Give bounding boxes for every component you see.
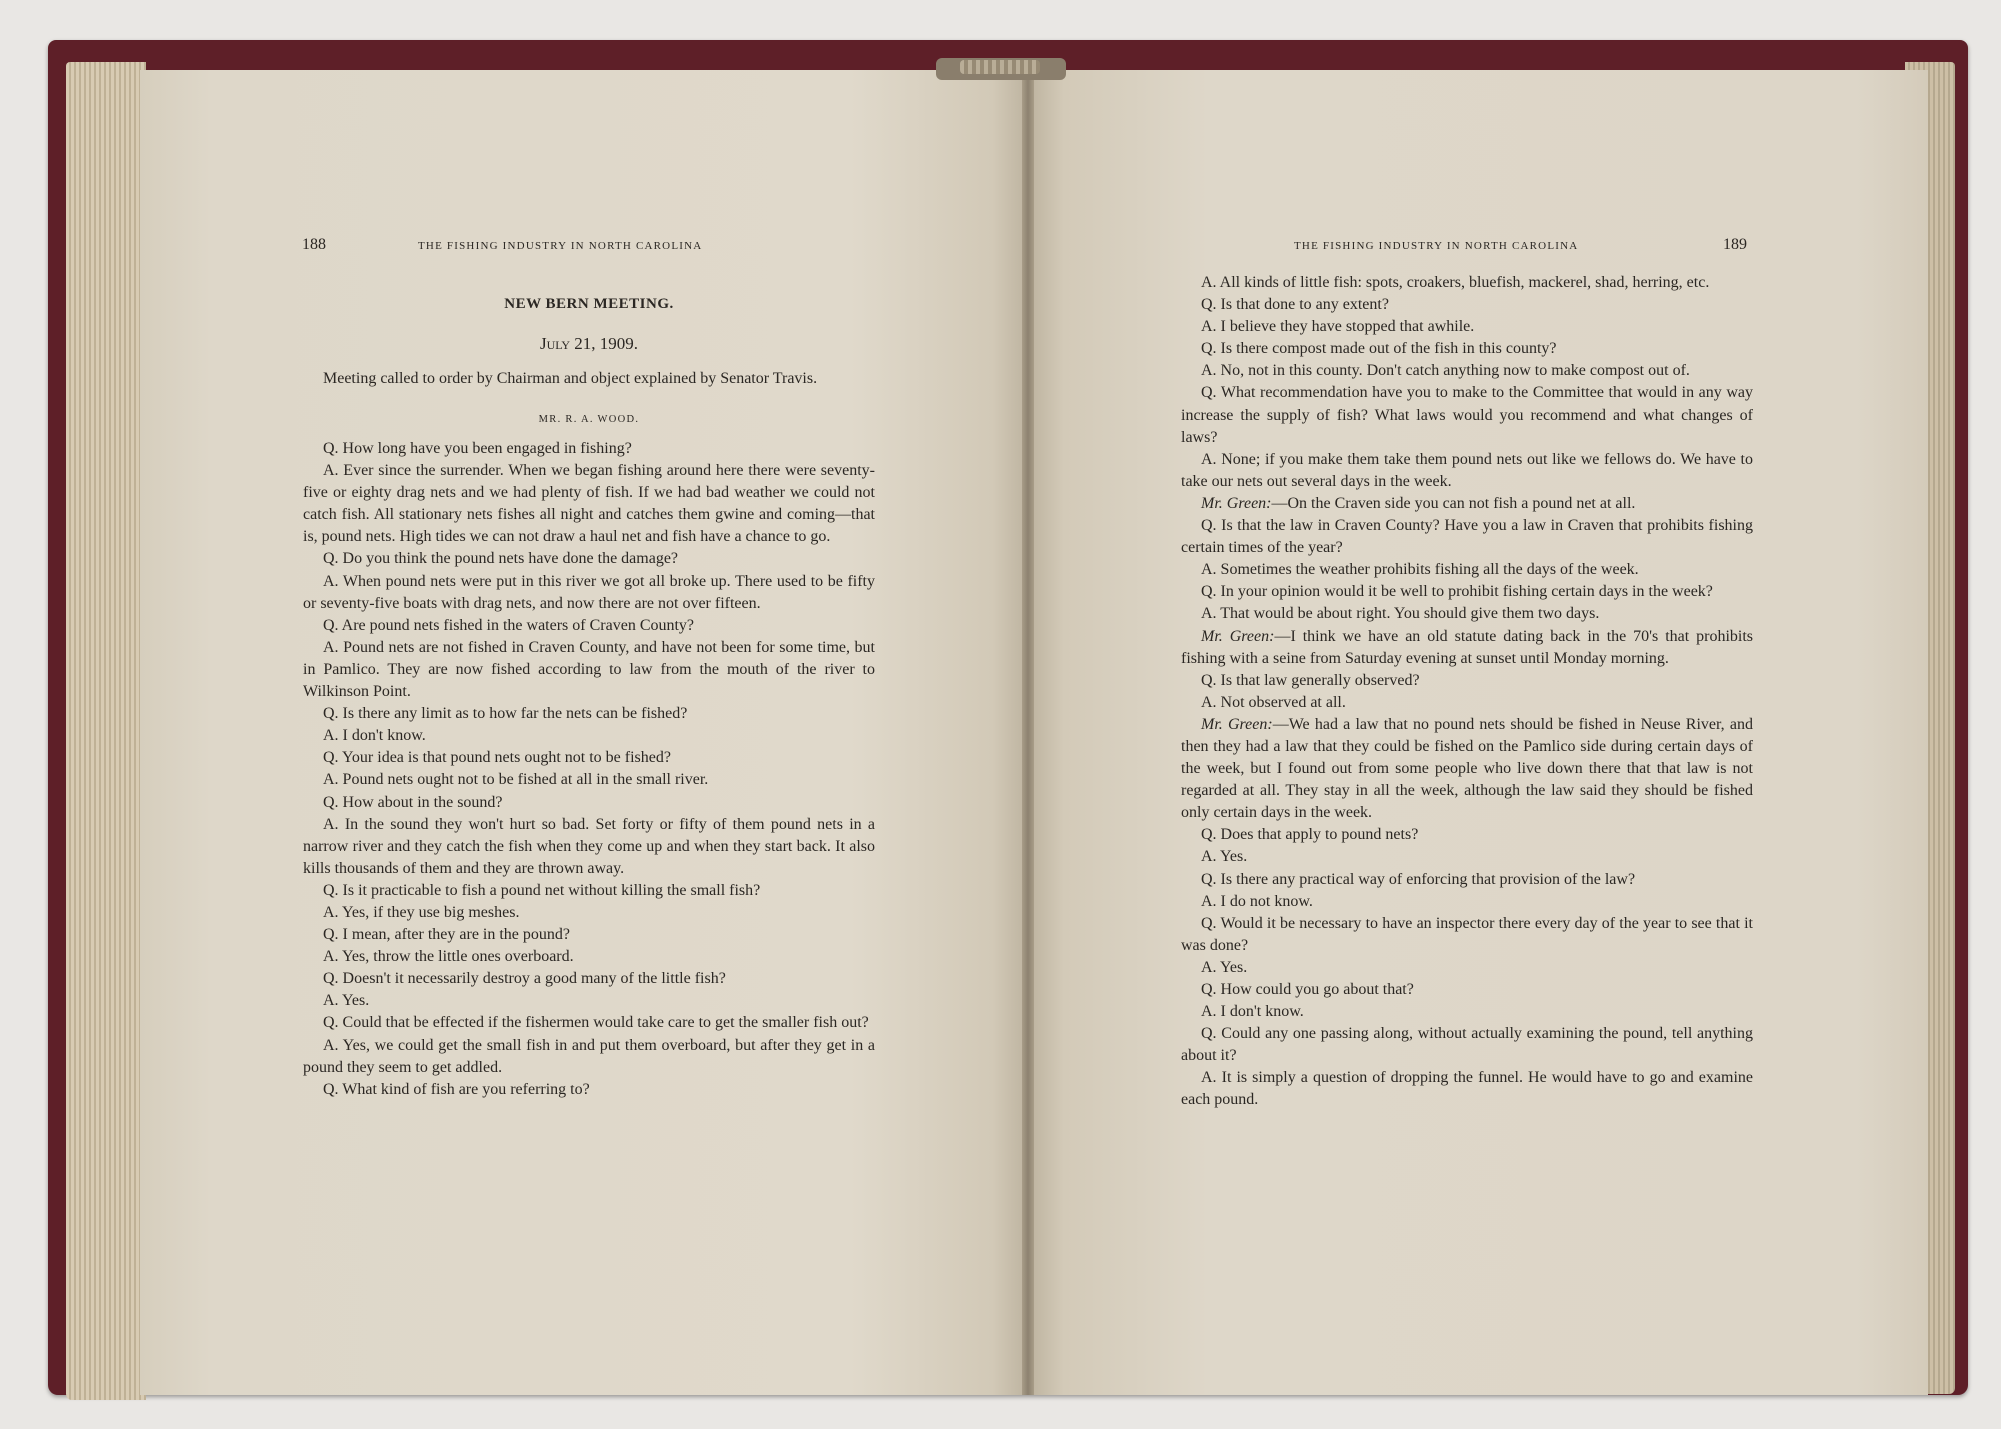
right-paragraph	[1181, 294, 1753, 316]
paragraph-text: Q. Would it be necessary to have an inspector there every day of the year to see that it was done?	[1181, 914, 1753, 954]
right-paragraph	[1181, 338, 1753, 360]
speaker-name: MR. R. A. WOOD.	[538, 414, 640, 425]
left-paragraph: Q. Could that be effected if the fishermen would take care to get the smaller fish out?	[323, 1014, 869, 1032]
left-paragraph: Q. Are pound nets fished in the waters of Craven County?	[323, 616, 695, 634]
right-paragraph	[1181, 979, 1753, 1001]
right-paragraph	[1181, 316, 1753, 338]
right-paragraph	[1181, 891, 1753, 913]
left-text-column	[303, 438, 875, 1101]
left-paragraph: Q. What kind of fish are you referring to?	[323, 1080, 590, 1098]
paragraph-text: —We had a law that no pound nets should be fished in Neuse River, and then they had a law that they could be fished on the Pamlico side during certain days of the week, but I found out from some people who live down there that that law is not regarded at all. They stay in all the week, although the law said they should be fished only certain days in the week.	[1181, 715, 1753, 822]
left-paragraph: A. Yes, if they use big meshes.	[323, 903, 520, 921]
right-paragraph	[1181, 824, 1753, 846]
speaker-label: Mr. Green:	[1201, 627, 1275, 645]
paragraph-text: Q. Is that the law in Craven County? Have you a law in Craven that prohibits fishing certain times of the year?	[1181, 517, 1753, 557]
page-edges-left	[66, 62, 146, 1400]
paragraph-text: A. It is simply a question of dropping the funnel. He would have to go and examine each pound.	[1181, 1069, 1753, 1109]
paragraph-text: A. That would be about right. You should give them two days.	[1201, 605, 1600, 623]
paragraph-text: Q. Could any one passing along, without actually examining the pound, tell anything about it?	[1181, 1025, 1753, 1065]
right-paragraph	[1181, 1067, 1753, 1111]
paragraph-text: A. All kinds of little fish: spots, croakers, bluefish, mackerel, shad, herring, etc.	[1201, 274, 1710, 291]
right-paragraph	[1181, 493, 1753, 515]
left-page-number: 188	[302, 236, 326, 253]
right-paragraph	[1181, 603, 1753, 625]
left-paragraph: A. I don't know.	[323, 727, 426, 745]
left-paragraph: A. Pound nets are not fished in Craven County, and have not been for some time, but in Pamlico. They are now fished according to law from the mouth of the river to Wilkinson Point.	[303, 638, 875, 701]
left-paragraph: A. Pound nets ought not to be fished at all in the small river.	[323, 771, 709, 789]
paragraph-text: Q. In your opinion would it be well to prohibit fishing certain days in the week?	[1201, 583, 1713, 601]
right-paragraph	[1181, 957, 1753, 979]
spine-stitching	[960, 60, 1040, 74]
left-paragraph: Q. Doesn't it necessarily destroy a good many of the little fish?	[323, 970, 726, 988]
paragraph-text: —I think we have an old statute dating back in the 70's that prohibits fishing with a seine from Saturday evening at sunset until Monday morning.	[1181, 627, 1754, 667]
meeting-date: July 21, 1909.	[539, 334, 639, 353]
right-paragraph	[1181, 272, 1753, 294]
left-paragraph: A. When pound nets were put in this river we got all broke up. There used to be fifty or seventy-five boats with drag nets, and now there are not over fifteen.	[303, 572, 875, 612]
left-paragraph: Q. Is it practicable to fish a pound net without killing the small fish?	[323, 881, 761, 899]
right-paragraph	[1181, 670, 1753, 692]
right-paragraph	[1181, 515, 1753, 559]
right-paragraph	[1181, 382, 1753, 448]
right-paragraph	[1181, 449, 1753, 493]
left-paragraph: Q. I mean, after they are in the pound?	[323, 926, 571, 944]
left-paragraph: A. Yes, we could get the small fish in and put them overboard, but after they get in a pound they seem to get addled.	[303, 1036, 875, 1076]
left-running-head: THE FISHING INDUSTRY IN NORTH CAROLINA	[418, 240, 703, 252]
paragraph-text: A. I do not know.	[1201, 892, 1313, 910]
right-paragraph	[1181, 846, 1753, 868]
left-paragraph: A. Yes.	[323, 992, 370, 1010]
book-gutter	[1022, 60, 1034, 1395]
right-paragraph	[1181, 581, 1753, 603]
right-running-head: THE FISHING INDUSTRY IN NORTH CAROLINA	[1294, 240, 1579, 252]
paragraph-text: Q. Is there compost made out of the fish in this county?	[1201, 340, 1557, 358]
left-paragraph: Q. Is there any limit as to how far the nets can be fished?	[323, 705, 688, 723]
speaker-label: Mr. Green:	[1201, 494, 1272, 512]
paragraph-text: A. Yes.	[1201, 958, 1248, 976]
paragraph-text: A. Not observed at all.	[1201, 693, 1346, 711]
right-page-number: 189	[1723, 236, 1747, 253]
right-paragraph	[1181, 714, 1753, 824]
speaker-label: Mr. Green:	[1201, 715, 1273, 733]
paragraph-text: A. Sometimes the weather prohibits fishing all the days of the week.	[1201, 561, 1639, 579]
right-text-column	[1181, 272, 1753, 1112]
right-paragraph	[1181, 1023, 1753, 1067]
right-paragraph	[1181, 869, 1753, 891]
left-paragraph: Q. Do you think the pound nets have done the damage?	[323, 550, 679, 568]
paragraph-text: Q. What recommendation have you to make to the Committee that would in any way increase the supply of fish? What laws would you recommend and what changes of laws?	[1181, 384, 1753, 446]
right-paragraph	[1181, 559, 1753, 581]
paragraph-text: Q. Does that apply to pound nets?	[1201, 826, 1419, 844]
left-paragraph: A. In the sound they won't hurt so bad. Set forty or fifty of them pound nets in a narrow river and they catch the fish when they come up and when they start back. It also kills thousands of them and they are thrown away.	[303, 815, 875, 877]
paragraph-text: A. I don't know.	[1201, 1003, 1304, 1021]
right-paragraph	[1181, 692, 1753, 714]
left-paragraph: Q. How long have you been engaged in fishing?	[323, 440, 632, 457]
left-paragraph: A. Yes, throw the little ones overboard.	[323, 948, 574, 966]
paragraph-text: A. I believe they have stopped that awhile.	[1201, 318, 1475, 336]
paragraph-text: A. None; if you make them take them pound nets out like we fellows do. We have to take our nets out several days in the week.	[1181, 450, 1753, 490]
intro-paragraph: Meeting called to order by Chairman and object explained by Senator Travis.	[323, 370, 818, 387]
meeting-heading: NEW BERN MEETING.	[504, 296, 674, 312]
paragraph-text: A. Yes.	[1201, 848, 1248, 866]
paragraph-text: Q. Is there any practical way of enforcing that provision of the law?	[1201, 870, 1636, 888]
paragraph-text: Q. Is that law generally observed?	[1201, 671, 1420, 689]
right-paragraph	[1181, 360, 1753, 382]
meeting-intro	[303, 368, 875, 390]
left-paragraph: Q. Your idea is that pound nets ought not to be fished?	[323, 749, 671, 767]
left-paragraph: A. Ever since the surrender. When we began fishing around here there were seventy-five or eighty drag nets and we had plenty of fish. If we had bad weather we could not catch fish. All stationary nets fishes all night and catches them gwine and coming—that is, pound nets. High tides we can not draw a haul net and fish have a chance to go.	[303, 462, 875, 546]
left-paragraph: Q. How about in the sound?	[323, 793, 503, 811]
right-paragraph	[1181, 626, 1753, 670]
paragraph-text: A. No, not in this county. Don't catch anything now to make compost out of.	[1201, 362, 1690, 380]
paragraph-text: Q. Is that done to any extent?	[1201, 296, 1389, 314]
paragraph-text: Q. How could you go about that?	[1201, 981, 1414, 998]
right-paragraph	[1181, 913, 1753, 957]
right-paragraph	[1181, 1001, 1753, 1023]
paragraph-text: —On the Craven side you can not fish a pound net at all.	[1271, 494, 1636, 512]
